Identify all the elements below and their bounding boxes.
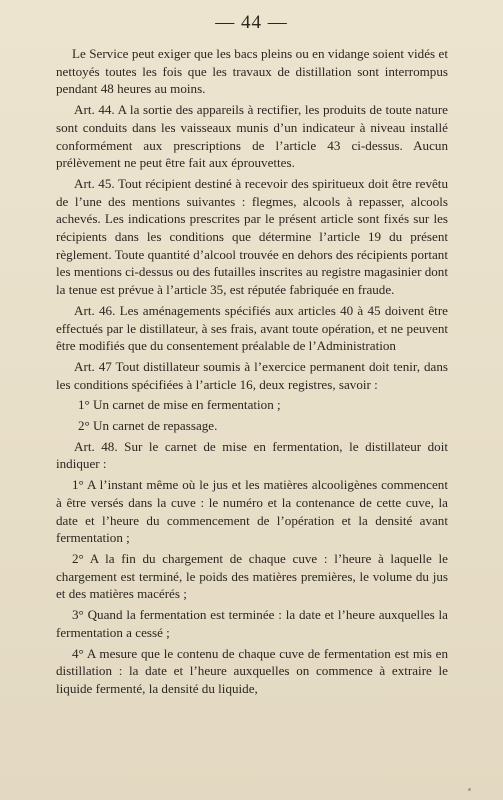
list-item: 2° A la fin du chargement de chaque cuve : l’heure à laquelle le chargement est terminé, le poids des matières premières, le volume du jus et des matières macérés ; [56,550,448,602]
paragraph-art-44: Art. 44. A la sortie des appareils à rectifier, les produits de toute nature sont conduits dans les vaisseaux munis d’un indicateur à niveau installé conformément aux prescriptions de l’article 43 ci-dessus. Aucun prélèvement ne peut être fait aux éprouvettes. [56,102,448,171]
paragraph-art-48: Art. 48. Sur le carnet de mise en fermentation, le distillateur doit indiquer : [56,438,448,472]
page-number: — 44 — [215,12,288,33]
list-item: 4° A mesure que le contenu de chaque cuve de fermentation est mis en distillation : la date et l’heure auxquelles on commence à extraire le liquide fermenté, la densité du liquide, [56,645,448,696]
list-item: 3° Quand la fermentation est terminée : la date et l’heure auxquelles la fermentation a cessé ; [56,607,448,640]
list-item: 1° Un carnet de mise en fermentation ; [78,397,281,413]
list-item: 2° Un carnet de repassage. [78,418,218,434]
list-item: 1° A l’instant même où le jus et les matières alcooligènes commencent à être versés dans la cuve : le numéro et la contenance de cette cuve, la date et l’heure du commencement de l’opération et la densité avant fermentation ; [56,477,448,546]
paragraph-art-47: Art. 47 Tout distillateur soumis à l’exercice permanent doit tenir, dans les conditions spécifiées à l’article 16, deux registres, savoir : [56,358,448,392]
paragraph-art-46: Art. 46. Les aménagements spécifiés aux articles 40 à 45 doivent être effectués par le distillateur, à ses frais, avant toute opération, et ne peuvent être modifiés que du consentement préalable de l’Administration [56,302,448,354]
paper-speck [468,788,471,791]
body-text [56,45,448,701]
paragraph-intro: Le Service peut exiger que les bacs pleins ou en vidange soient vidés et nettoyés toutes les fois que les travaux de distillation sont interrompus pendant 48 heures au moins. [56,46,448,97]
paragraph-art-45: Art. 45. Tout récipient destiné à recevoir des spiritueux doit être revêtu de l’une des mentions suivantes : flegmes, alcools à repasser, alcools achevés. Les indications prescrites par le présent article sont fixés sur les récipients dans les conditions que détermine l’article 19 du présent règlement. Toute quantité d’alcool trouvée en dehors des récipients portant les mentions ci-dessus ou des futailles inscrites au registre magasinier dont la tenue est prévue à l’article 35, est réputée fabriquée en fraude. [56,175,448,298]
